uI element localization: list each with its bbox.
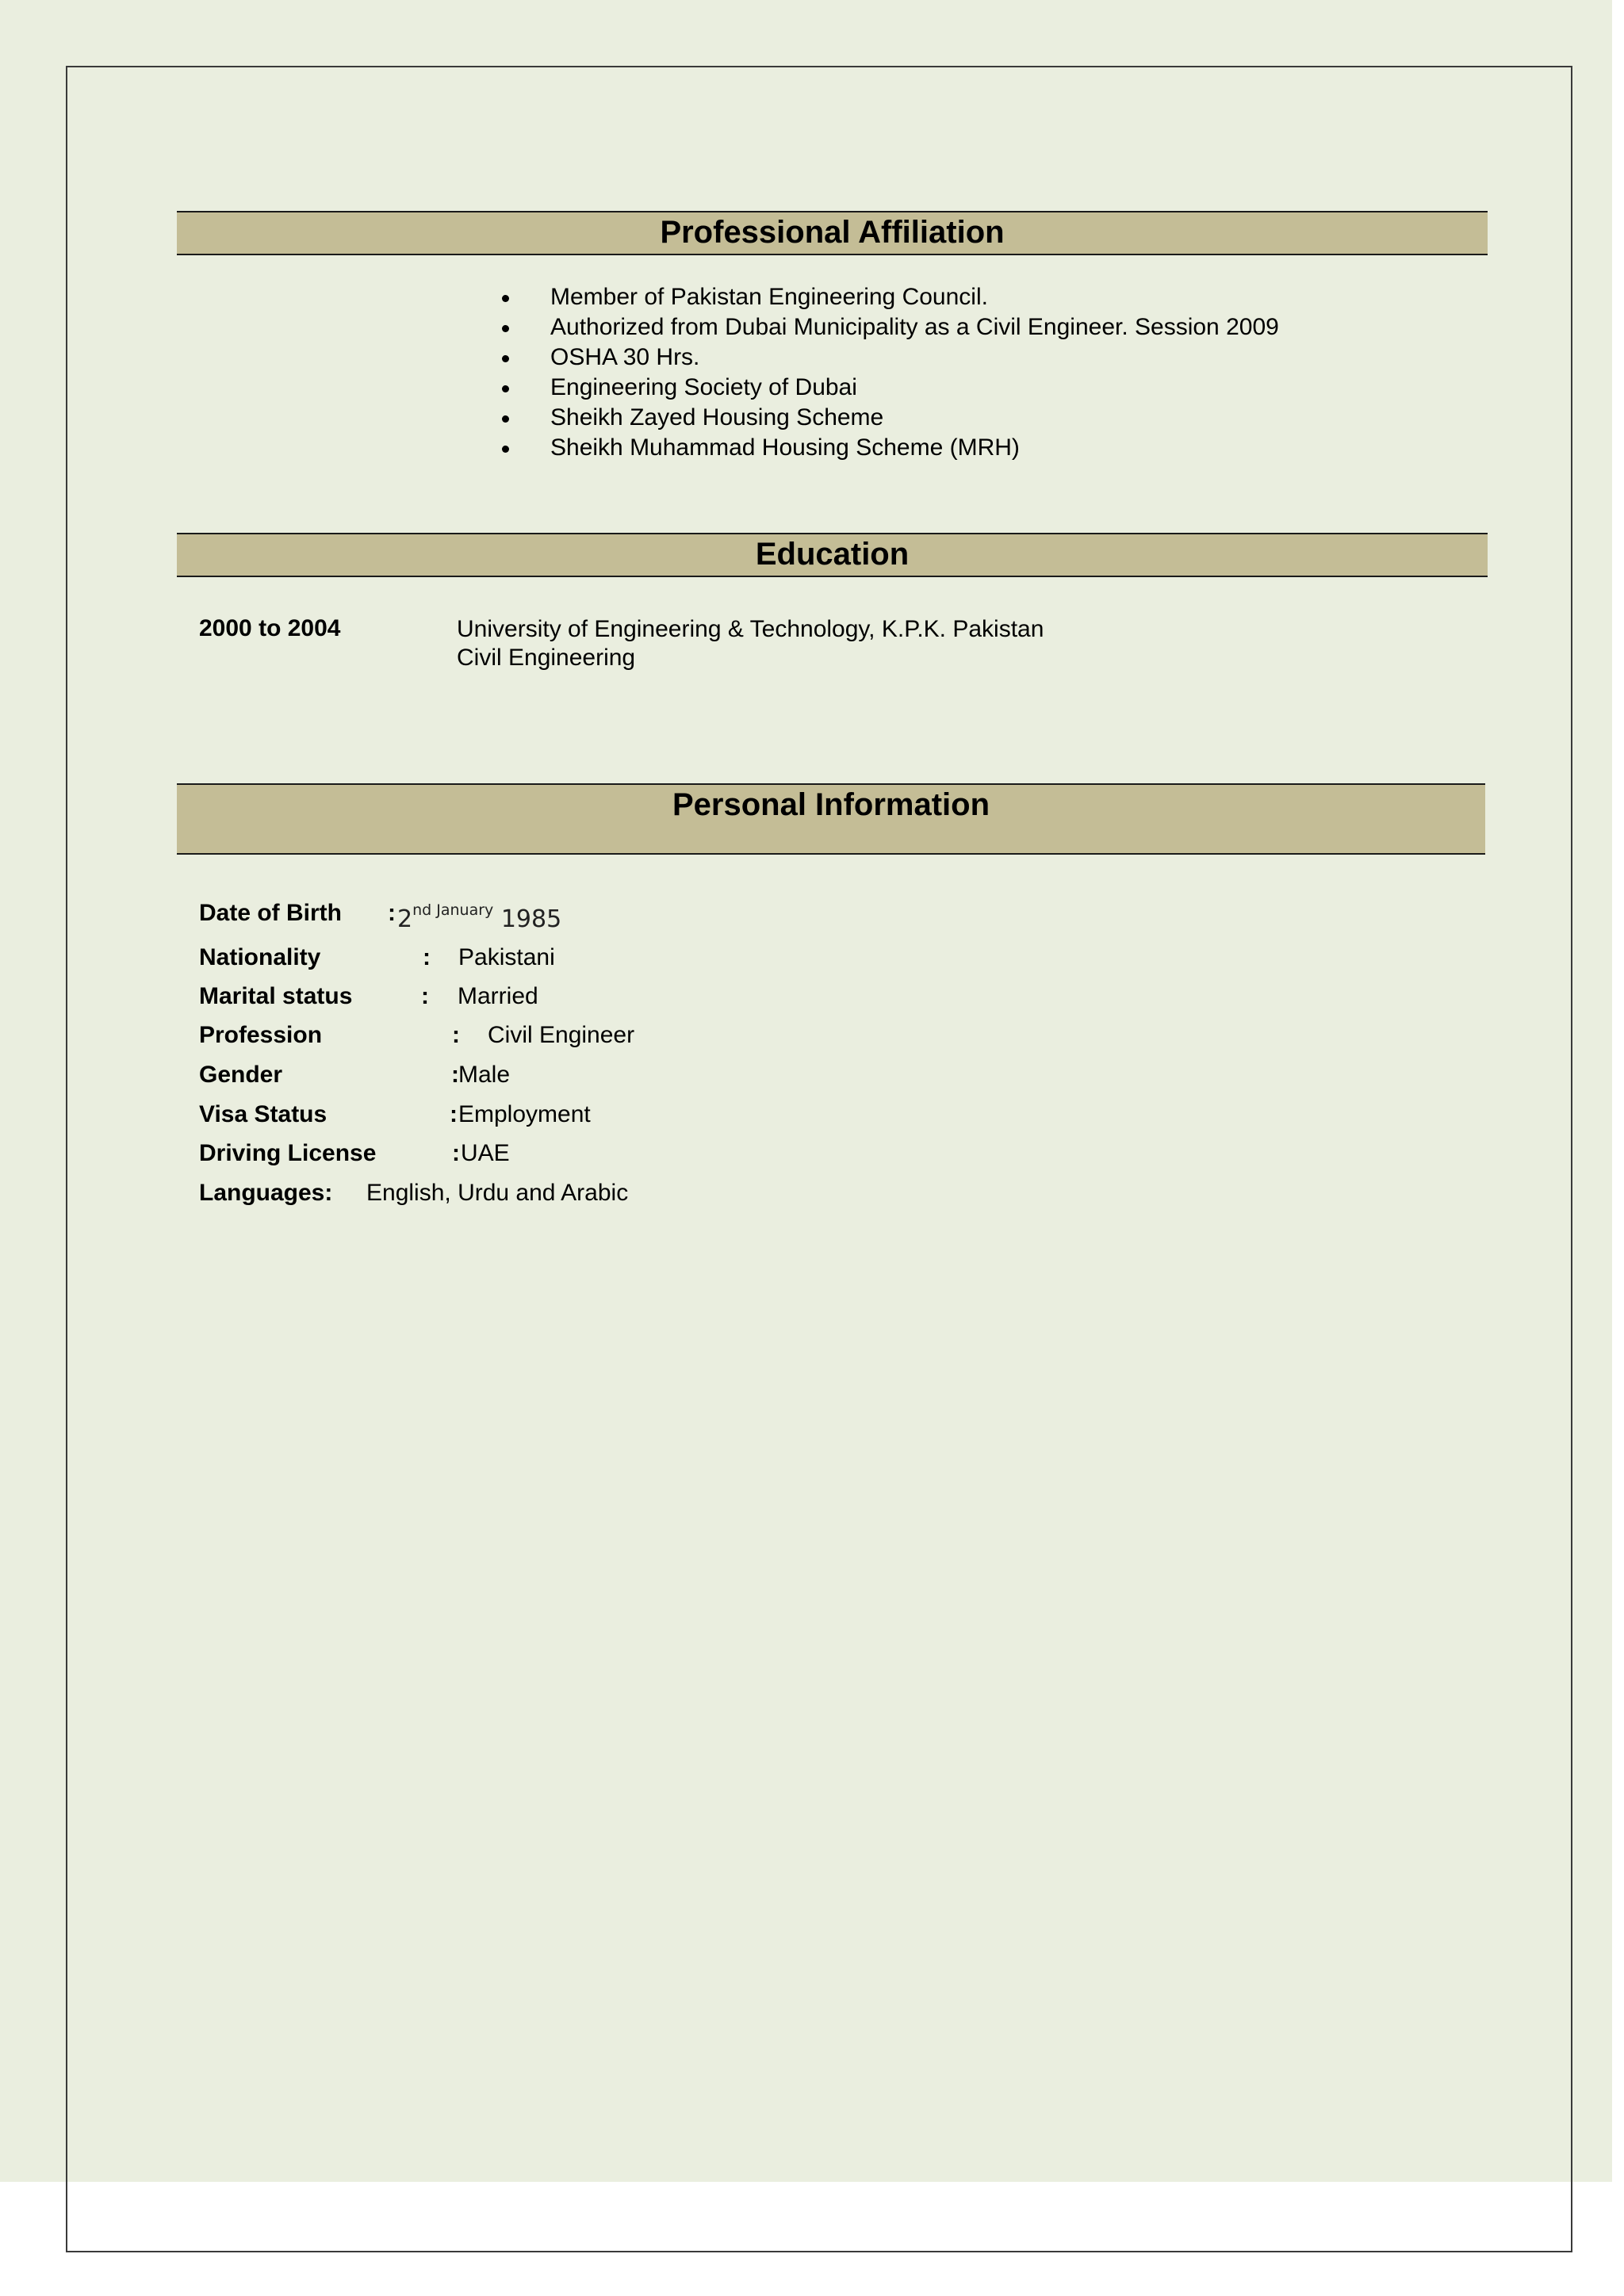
license-label: Driving License xyxy=(199,1140,377,1166)
dob-label: Date of Birth xyxy=(199,900,342,926)
dob-value xyxy=(397,897,561,936)
personal-header: Personal Information xyxy=(177,783,1485,855)
profession-label: Profession xyxy=(199,1022,323,1048)
nationality-separator: : xyxy=(423,944,431,970)
affiliation-list xyxy=(500,282,1279,463)
gender-value: Male xyxy=(458,1062,511,1088)
languages-label: Languages: xyxy=(199,1180,333,1206)
nationality-label: Nationality xyxy=(199,944,321,970)
visa-label: Visa Status xyxy=(199,1101,327,1127)
marital-separator: : xyxy=(421,983,429,1009)
visa-separator: : xyxy=(450,1101,458,1127)
dob-suffix: nd January xyxy=(412,901,494,919)
list-item: Authorized from Dubai Municipality as a Civil Engineer. Session 2009 xyxy=(500,312,1279,342)
list-item: Sheikh Zayed Housing Scheme xyxy=(500,403,1279,433)
profession-separator: : xyxy=(452,1022,460,1048)
gender-separator: : xyxy=(451,1062,459,1088)
list-item: Sheikh Muhammad Housing Scheme (MRH) xyxy=(500,433,1279,463)
marital-label: Marital status xyxy=(199,983,353,1009)
dob-day: 2 xyxy=(397,905,413,933)
marital-value: Married xyxy=(458,983,538,1009)
dob-separator: : xyxy=(388,900,396,926)
education-degree: Civil Engineering xyxy=(457,645,636,671)
dob-year: 1985 xyxy=(500,905,562,933)
list-item: Member of Pakistan Engineering Council. xyxy=(500,282,1279,312)
affiliation-header: Professional Affiliation xyxy=(177,211,1488,255)
education-institution: University of Engineering & Technology, K.P.K. Pakistan xyxy=(457,616,1044,642)
education-years: 2000 to 2004 xyxy=(199,615,341,641)
profession-value: Civil Engineer xyxy=(488,1022,635,1048)
visa-value: Employment xyxy=(458,1101,591,1127)
education-detail xyxy=(457,615,1044,672)
languages-value: English, Urdu and Arabic xyxy=(366,1180,629,1206)
education-header: Education xyxy=(177,533,1488,577)
license-value: UAE xyxy=(461,1140,510,1166)
list-item: Engineering Society of Dubai xyxy=(500,373,1279,403)
nationality-value: Pakistani xyxy=(458,944,555,970)
gender-label: Gender xyxy=(199,1062,283,1088)
list-item: OSHA 30 Hrs. xyxy=(500,342,1279,373)
license-separator: : xyxy=(452,1140,460,1166)
